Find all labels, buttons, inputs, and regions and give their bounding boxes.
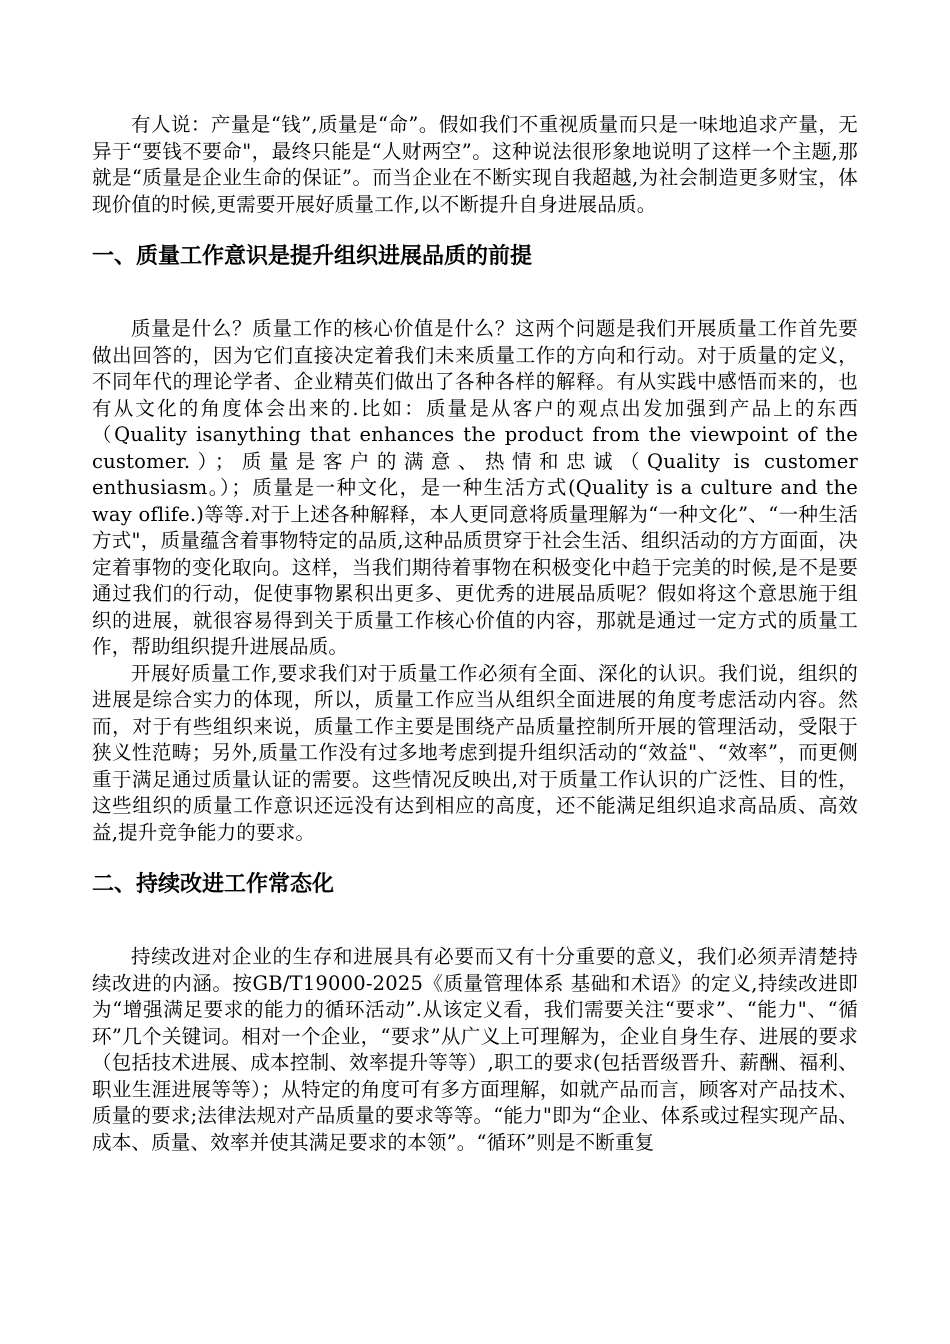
document-page (92, 112, 858, 1156)
section-2-heading: 二、持续改进工作常态化 (92, 872, 335, 897)
intro-paragraph: 有人说：产量是“钱”,质量是“命”。假如我们不重视质量而只是一味地追求产量，无异于“要钱不要命"，最终只能是“人财两空”。这种说法很形象地说明了这样一个主题,那就是“质量是企业生命的保证”。而当企业在不断实现自我超越,为社会制造更多财宝，体现价值的时候,更需要开展好质量工作,以不断提升自身进展品质。 (92, 113, 858, 216)
section-1-paragraph-2: 开展好质量工作,要求我们对于质量工作必须有全面、深化的认识。我们说，组织的进展是综合实力的体现，所以，质量工作应当从组织全面进展的角度考虑活动内容。然而，对于有些组织来说，质量工作主要是围绕产品质量控制所开展的管理活动，受限于狭义性范畴；另外,质量工作没有过多地考虑到提升组织活动的“效益"、“效率”，而更侧重于满足通过质量认证的需要。这些情况反映出,对于质量工作认识的广泛性、目的性，这些组织的质量工作意识还远没有达到相应的高度，还不能满足组织追求高品质、高效益,提升竞争能力的要求。 (92, 661, 858, 844)
section-1-heading: 一、质量工作意识是提升组织进展品质的前提 (92, 244, 533, 269)
section-1-paragraph-1: 质量是什么？质量工作的核心价值是什么？这两个问题是我们开展质量工作首先要做出回答的，因为它们直接决定着我们未来质量工作的方向和行动。对于质量的定义，不同年代的理论学者、企业精英们做出了各种各样的解释。有从实践中感悟而来的，也有从文化的角度体会出来的.比如：质量是从客户的观点出发加强到产品上的东西（Quality isanything that enhances the product from the viewpoint of the customer.）；质量是客户的满意、热情和忠诚（Quality is customer enthusiasm。）；质量是一种文化，是一种生活方式(Quality is a culture and the way oflife.)等等.对于上述各种解释，本人更同意将质量理解为“一种文化”、“一种生活方式"，质量蕴含着事物特定的品质,这种品质贯穿于社会生活、组织活动的方方面面，决定着事物的变化取向。这样，当我们期待着事物在积极变化中趋于完美的时候,是不是要通过我们的行动，促使事物累积出更多、更优秀的进展品质呢？假如将这个意思施于组织的进展，就很容易得到关于质量工作核心价值的内容，那就是通过一定方式的质量工作，帮助组织提升进展品质。 (92, 317, 858, 658)
section-2-paragraph-1: 持续改进对企业的生存和进展具有必要而又有十分重要的意义，我们必须弄清楚持续改进的内涵。按GB/T19000-2025《质量管理体系 基础和术语》的定义,持续改进即为“增强满足要求的能力的循环活动”.从该定义看，我们需要关注“要求”、“能力"、“循环”几个关键词。相对一个企业，“要求”从广义上可理解为，企业自身生存、进展的要求（包括技术进展、成本控制、效率提升等等）,职工的要求(包括晋级晋升、薪酬、福利、职业生涯进展等等）；从特定的角度可有多方面理解，如就产品而言，顾客对产品技术、质量的要求;法律法规对产品质量的要求等等。“能力"即为“企业、体系或过程实现产品、成本、质量、效率并使其满足要求的本领”。“循环”则是不断重复 (92, 945, 858, 1154)
